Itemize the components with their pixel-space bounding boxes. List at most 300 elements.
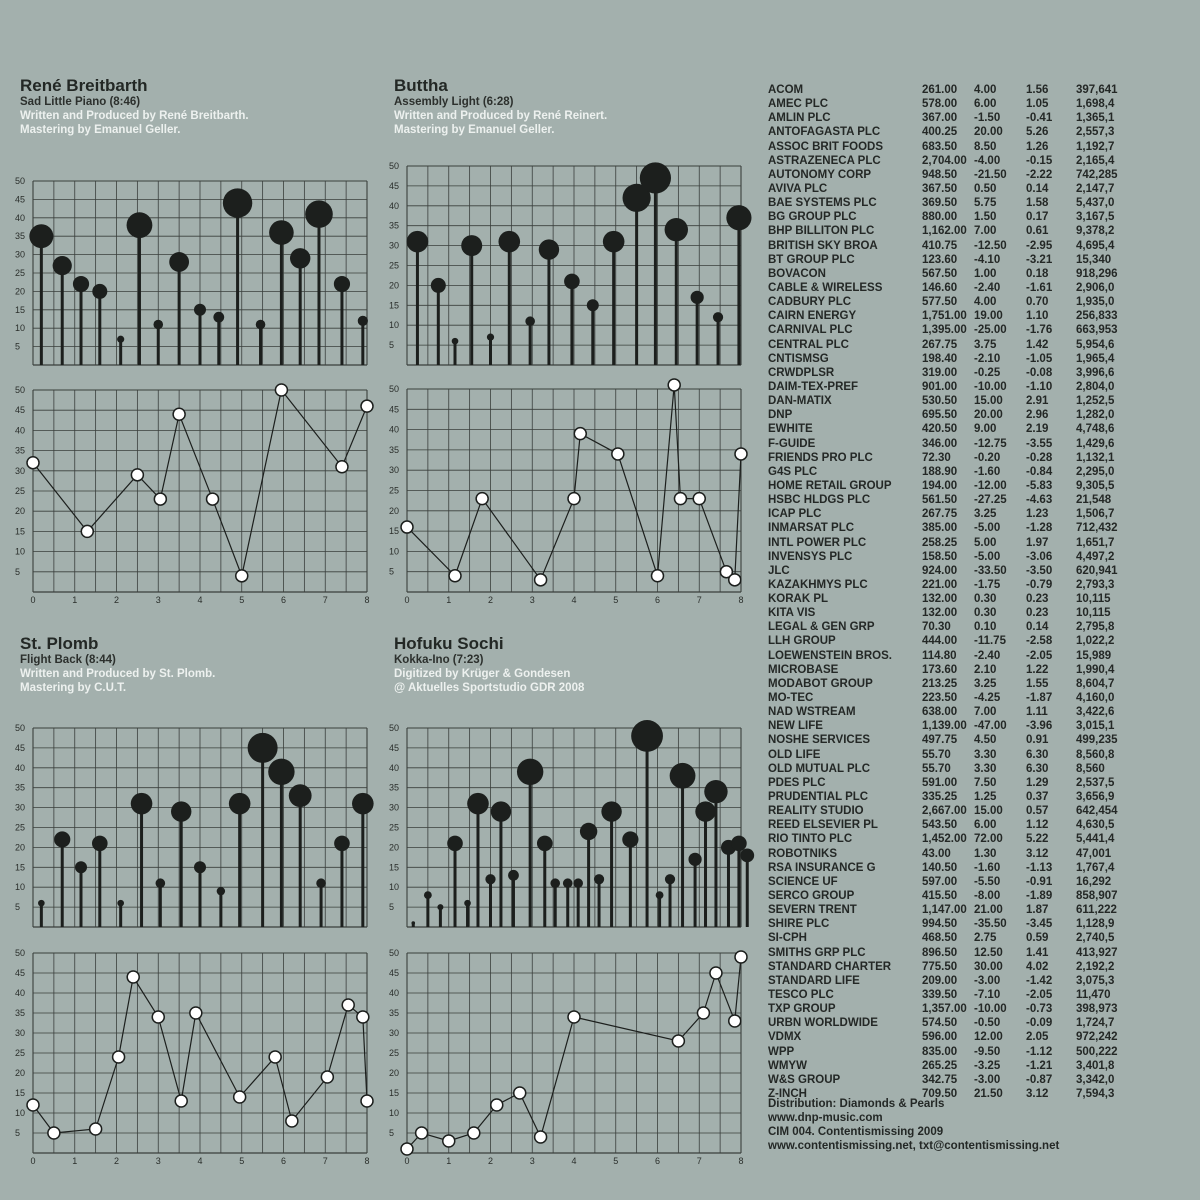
stock-row <box>768 804 1193 818</box>
stock-price: 261.00 <box>922 84 958 96</box>
stock-percent: 1.26 <box>1026 140 1049 153</box>
stock-percent: 1.10 <box>1026 310 1049 323</box>
stock-name: ASTRAZENECA PLC <box>768 154 881 167</box>
y-tick-label: 40 <box>15 762 26 773</box>
data-point <box>535 574 547 586</box>
data-point <box>443 1135 455 1147</box>
lollipop-head <box>53 256 72 275</box>
lollipop-head <box>525 316 535 326</box>
y-tick-label: 15 <box>389 300 400 311</box>
stock-row <box>768 479 1193 493</box>
stock-price: 367.00 <box>922 112 958 125</box>
x-tick-label: 7 <box>322 595 328 605</box>
stock-percent: -1.61 <box>1026 281 1053 294</box>
stock-name: REED ELSEVIER PL <box>768 819 878 832</box>
y-tick-label: 45 <box>15 194 26 205</box>
stock-price: 444.00 <box>922 635 958 648</box>
lollipop-head <box>550 878 560 888</box>
y-tick-label: 20 <box>15 1068 26 1078</box>
stock-row <box>768 267 1193 281</box>
y-tick-label: 10 <box>389 546 400 557</box>
data-point <box>652 570 664 582</box>
y-tick-label: 15 <box>15 526 26 537</box>
lollipop-head <box>670 763 696 789</box>
stock-price: 695.50 <box>922 409 958 422</box>
x-tick-label: 8 <box>364 595 370 605</box>
stock-name: DAN-MATIX <box>768 395 832 408</box>
lollipop-head <box>713 312 723 322</box>
lollipop-head <box>437 904 443 910</box>
stock-percent: 5.22 <box>1026 833 1049 846</box>
stock-name: INMARSAT PLC <box>768 522 855 535</box>
stock-row <box>768 847 1193 861</box>
stock-price: 265.25 <box>922 1059 958 1072</box>
stock-change: -47.00 <box>974 720 1007 733</box>
stock-percent: 1.58 <box>1026 197 1049 210</box>
x-tick-label: 6 <box>280 1156 287 1166</box>
y-tick-label: 15 <box>389 862 400 873</box>
stock-change: -1.60 <box>974 465 1001 478</box>
y-tick-label: 20 <box>389 280 400 291</box>
x-tick-label: 7 <box>322 1156 328 1166</box>
stock-name: STANDARD LIFE <box>768 974 860 987</box>
stock-row <box>768 1073 1193 1087</box>
stock-row <box>768 366 1193 380</box>
stock-row <box>768 352 1193 366</box>
data-point <box>90 1123 102 1135</box>
stock-price: 597.00 <box>922 875 958 888</box>
data-point <box>514 1087 526 1099</box>
lollipop-head <box>194 861 206 873</box>
data-point <box>154 493 166 505</box>
stock-name: KITA VIS <box>768 607 816 620</box>
stock-change: 3.25 <box>974 677 997 690</box>
stock-row <box>768 762 1193 776</box>
stock-price: 339.50 <box>922 989 958 1001</box>
lollipop-head <box>539 239 559 259</box>
stock-percent: 1.22 <box>1026 663 1049 676</box>
lollipop-head <box>447 836 463 852</box>
stock-name: BHP BILLITON PLC <box>768 225 875 238</box>
stock-price: 948.50 <box>922 168 958 181</box>
stock-row <box>768 507 1193 521</box>
stock-percent: 1.55 <box>1026 677 1049 690</box>
y-tick-label: 15 <box>15 862 26 873</box>
y-tick-label: 5 <box>389 340 395 351</box>
track-credit: Digitized by Krüger & Gondesen <box>394 668 571 680</box>
stock-row <box>768 832 1193 846</box>
lollipop-head <box>334 276 350 292</box>
y-tick-label: 25 <box>389 1048 400 1058</box>
stock-volume: 8,560,8 <box>1076 748 1115 761</box>
stock-row <box>768 889 1193 903</box>
stock-row <box>768 210 1193 224</box>
stock-row <box>768 974 1193 988</box>
lollipop-head <box>316 878 326 888</box>
stock-change: 72.00 <box>974 833 1003 846</box>
x-tick-label: 3 <box>155 595 161 605</box>
y-tick-label: 5 <box>15 341 21 352</box>
footer-contact: www.contentismissing.net, txt@contentismissing.net <box>768 1140 1060 1152</box>
stock-percent: 0.23 <box>1026 593 1049 606</box>
stock-row <box>768 253 1193 267</box>
stock-percent: 0.91 <box>1026 734 1049 747</box>
stock-price: 140.50 <box>922 861 958 874</box>
stock-name: Z-INCH <box>768 1087 807 1100</box>
stock-percent: -1.28 <box>1026 522 1053 535</box>
data-point <box>236 570 248 582</box>
stock-volume: 1,724,7 <box>1076 1017 1115 1030</box>
stock-volume: 4,497,2 <box>1076 550 1115 563</box>
stock-change: -21.50 <box>974 168 1007 181</box>
lollipop-head <box>153 320 163 330</box>
stock-row <box>768 1030 1193 1044</box>
y-tick-label: 35 <box>15 445 26 456</box>
stock-volume: 1,935,0 <box>1076 296 1115 309</box>
stock-percent: -3.96 <box>1026 720 1053 733</box>
stock-price: 591.00 <box>922 776 958 789</box>
y-tick-label: 5 <box>15 566 21 577</box>
data-point <box>131 469 143 481</box>
stock-name: BG GROUP PLC <box>768 211 857 224</box>
y-tick-label: 35 <box>15 782 26 793</box>
stock-change: 20.00 <box>974 126 1003 139</box>
y-tick-label: 50 <box>15 948 26 958</box>
lollipop-head <box>213 312 224 323</box>
stock-price: 400.25 <box>922 126 958 139</box>
lollipop-head <box>289 784 312 807</box>
stock-change: -12.75 <box>974 437 1007 450</box>
data-point <box>491 1099 503 1111</box>
stock-volume: 3,422,6 <box>1076 706 1115 719</box>
stock-change: -11.75 <box>974 635 1006 648</box>
stock-name: CNTISMSG <box>768 352 829 365</box>
stock-change: 3.75 <box>974 338 997 351</box>
y-tick-label: 10 <box>15 1108 26 1118</box>
x-tick-label: 4 <box>197 1156 203 1166</box>
stock-change: -25.00 <box>974 324 1007 337</box>
stock-price: 55.70 <box>922 762 951 775</box>
stock-name: HSBC HLDGS PLC <box>768 494 871 507</box>
stock-volume: 1,132,1 <box>1076 451 1115 464</box>
stock-volume: 3,015,1 <box>1076 720 1115 733</box>
data-point <box>275 384 287 396</box>
data-point <box>449 570 461 582</box>
stock-row <box>768 748 1193 762</box>
stock-name: URBN WORLDWIDE <box>768 1017 878 1030</box>
stock-row <box>768 224 1193 238</box>
stock-name: AMLIN PLC <box>768 112 831 125</box>
stock-name: LEGAL & GEN GRP <box>768 621 875 634</box>
stock-price: 55.70 <box>922 748 951 761</box>
data-point <box>361 1095 373 1107</box>
stock-row <box>768 493 1193 507</box>
stock-row <box>768 861 1193 875</box>
data-point <box>113 1051 125 1063</box>
stock-volume: 2,192,2 <box>1076 960 1115 973</box>
stock-row <box>768 634 1193 648</box>
stock-row <box>768 663 1193 677</box>
stock-volume: 3,996,6 <box>1076 366 1115 379</box>
lollipop-head <box>358 316 368 326</box>
y-tick-label: 25 <box>389 822 400 833</box>
x-tick-label: 7 <box>696 595 702 605</box>
stock-name: MO-TEC <box>768 692 814 705</box>
stock-percent: 3.12 <box>1026 1087 1049 1100</box>
stock-name: CADBURY PLC <box>768 296 852 309</box>
stock-percent: -1.05 <box>1026 352 1053 365</box>
lollipop-head <box>217 887 225 895</box>
stock-row <box>768 323 1193 337</box>
stock-percent: -3.45 <box>1026 918 1053 931</box>
track-artist: Hofuku Sochi <box>394 634 504 653</box>
stock-name: NEW LIFE <box>768 720 823 733</box>
stock-percent: -2.22 <box>1026 168 1053 181</box>
x-tick-label: 0 <box>30 595 36 605</box>
stock-price: 223.50 <box>922 692 958 705</box>
stock-percent: -3.55 <box>1026 437 1053 450</box>
stock-row <box>768 733 1193 747</box>
stock-change: 1.00 <box>974 267 997 280</box>
stock-percent: -1.13 <box>1026 861 1053 874</box>
stock-percent: -0.28 <box>1026 451 1053 464</box>
stock-percent: 0.59 <box>1026 932 1049 945</box>
stock-volume: 5,954,6 <box>1076 338 1115 351</box>
data-point <box>401 521 413 533</box>
stock-price: 638.00 <box>922 706 958 719</box>
y-tick-label: 20 <box>389 505 400 516</box>
lollipop-head <box>117 336 124 343</box>
stock-price: 335.25 <box>922 791 958 804</box>
stock-volume: 256,833 <box>1076 310 1118 323</box>
stock-volume: 2,906,0 <box>1076 281 1115 294</box>
y-tick-label: 30 <box>15 1028 26 1038</box>
stock-price: 1,162.00 <box>922 225 967 238</box>
stock-name: NAD WSTREAM <box>768 706 856 719</box>
stock-change: 5.00 <box>974 536 997 549</box>
lollipop-head <box>424 891 432 899</box>
stock-volume: 1,651,7 <box>1076 536 1115 549</box>
y-tick-label: 30 <box>389 1028 400 1038</box>
y-tick-label: 30 <box>15 465 26 476</box>
stock-name: CAIRN ENERGY <box>768 310 857 323</box>
data-point <box>674 493 686 505</box>
y-tick-label: 45 <box>389 180 400 191</box>
stock-name: BAE SYSTEMS PLC <box>768 197 877 210</box>
x-tick-label: 7 <box>696 1156 702 1166</box>
stock-name: PDES PLC <box>768 776 826 789</box>
stock-name: SERCO GROUP <box>768 890 855 903</box>
lollipop-head <box>731 836 747 852</box>
stock-row <box>768 649 1193 663</box>
stock-name: REALITY STUDIO <box>768 805 864 818</box>
data-point <box>672 1035 684 1047</box>
stock-price: 577.50 <box>922 296 958 309</box>
stock-change: 4.00 <box>974 296 997 309</box>
track-title: Assembly Light (6:28) <box>394 96 514 108</box>
stock-percent: -5.83 <box>1026 479 1053 492</box>
data-point <box>27 1099 39 1111</box>
y-tick-label: 15 <box>389 1088 400 1098</box>
data-point <box>535 1131 547 1143</box>
y-tick-label: 40 <box>389 200 400 211</box>
data-point <box>710 967 722 979</box>
data-point <box>735 448 747 460</box>
lollipop-head <box>517 759 543 785</box>
x-tick-label: 5 <box>239 595 245 605</box>
x-tick-label: 2 <box>113 1156 120 1166</box>
x-tick-label: 6 <box>654 595 661 605</box>
stock-volume: 16,292 <box>1076 875 1112 888</box>
y-tick-label: 50 <box>389 723 400 733</box>
stock-volume: 500,222 <box>1076 1045 1118 1058</box>
stock-change: -3.25 <box>974 1059 1001 1072</box>
y-tick-label: 25 <box>15 268 26 278</box>
y-tick-label: 20 <box>15 842 26 853</box>
data-point <box>668 379 680 391</box>
stock-price: 342.75 <box>922 1073 958 1086</box>
stock-percent: 5.26 <box>1026 126 1049 139</box>
y-tick-label: 30 <box>389 465 400 476</box>
data-point <box>468 1127 480 1139</box>
lollipop-head <box>92 836 108 852</box>
lollipop-head <box>268 759 294 785</box>
footer-catalog: CIM 004. Contentismissing 2009 <box>768 1126 944 1138</box>
stock-percent: -3.50 <box>1026 564 1053 577</box>
stock-change: 2.10 <box>974 663 997 676</box>
stock-volume: 1,965,4 <box>1076 352 1115 365</box>
stock-price: 1,139.00 <box>922 720 967 733</box>
stock-change: 4.50 <box>974 734 997 747</box>
stock-volume: 10,115 <box>1076 607 1111 620</box>
stock-volume: 2,793,3 <box>1076 578 1115 591</box>
stock-name: WPP <box>768 1045 795 1058</box>
stock-volume: 3,167,5 <box>1076 211 1115 224</box>
data-point <box>697 1007 709 1019</box>
stock-percent: 1.11 <box>1026 706 1048 719</box>
lollipop-head <box>665 218 688 241</box>
stock-row <box>768 1045 1193 1059</box>
y-tick-label: 5 <box>15 1128 21 1138</box>
x-tick-label: 4 <box>571 595 577 605</box>
stock-name: SMITHS GRP PLC <box>768 946 866 959</box>
stock-change: -1.75 <box>974 578 1001 591</box>
stock-row <box>768 451 1193 465</box>
stock-percent: -2.95 <box>1026 239 1053 252</box>
stock-change: -27.25 <box>974 494 1007 507</box>
stock-row <box>768 776 1193 790</box>
stock-percent: 0.61 <box>1026 225 1049 238</box>
stock-change: -1.50 <box>974 112 1001 125</box>
lollipop-head <box>467 793 489 815</box>
stock-volume: 4,695,4 <box>1076 239 1115 252</box>
lollipop-head <box>656 891 664 899</box>
data-point <box>234 1091 246 1103</box>
lollipop-head <box>580 823 597 840</box>
data-point <box>127 971 139 983</box>
x-tick-label: 5 <box>613 1156 619 1166</box>
lollipop-head <box>564 274 580 290</box>
lollipop-head <box>563 878 573 888</box>
lollipop-head <box>269 220 294 245</box>
stock-percent: -0.15 <box>1026 154 1053 167</box>
stock-price: 2,667.00 <box>922 805 967 818</box>
stock-name: SCIENCE UF <box>768 875 838 888</box>
stock-percent: 1.12 <box>1026 819 1049 832</box>
x-tick-label: 8 <box>738 1156 744 1166</box>
stock-row <box>768 818 1193 832</box>
lollipop-head <box>691 291 704 304</box>
stock-change: -4.10 <box>974 253 1001 266</box>
data-point <box>321 1071 333 1083</box>
stock-name: F-GUIDE <box>768 437 816 450</box>
y-tick-label: 50 <box>15 176 26 186</box>
stock-change: 3.30 <box>974 762 997 775</box>
y-tick-label: 35 <box>389 1008 400 1018</box>
y-tick-label: 30 <box>15 802 26 813</box>
data-point <box>476 493 488 505</box>
stock-price: 415.50 <box>922 890 958 903</box>
track-credit: Mastering by Emanuel Geller. <box>394 124 555 136</box>
stock-change: -12.00 <box>974 479 1007 492</box>
stock-change: -10.00 <box>974 1003 1007 1016</box>
stock-row <box>768 620 1193 634</box>
y-tick-label: 35 <box>389 444 400 455</box>
y-tick-label: 25 <box>389 260 400 271</box>
stock-name: AMEC PLC <box>768 98 829 111</box>
lollipop-head <box>411 921 415 925</box>
stock-price: 1,452.00 <box>922 833 967 846</box>
stock-row <box>768 592 1193 606</box>
stock-change: 3.30 <box>974 748 997 761</box>
stock-row <box>768 606 1193 620</box>
stock-change: 5.75 <box>974 197 997 210</box>
y-tick-label: 15 <box>15 304 26 315</box>
stock-name: BT GROUP PLC <box>768 253 855 266</box>
x-tick-label: 0 <box>404 1156 410 1166</box>
x-tick-label: 0 <box>30 1156 36 1166</box>
stock-volume: 1,022,2 <box>1076 635 1115 648</box>
stock-volume: 9,378,2 <box>1076 225 1115 238</box>
lollipop-head <box>229 793 251 815</box>
stock-row <box>768 1002 1193 1016</box>
footer-website: www.dnp-music.com <box>768 1112 883 1124</box>
stock-percent: -1.12 <box>1026 1045 1053 1058</box>
stock-volume: 4,160,0 <box>1076 692 1115 705</box>
stock-price: 543.50 <box>922 819 958 832</box>
stock-volume: 2,165,4 <box>1076 154 1115 167</box>
stock-volume: 8,604,7 <box>1076 677 1115 690</box>
x-tick-label: 3 <box>529 595 535 605</box>
y-tick-label: 40 <box>15 425 26 436</box>
data-point <box>207 493 219 505</box>
data-point <box>336 461 348 473</box>
track-header-1 <box>20 76 380 137</box>
data-point <box>568 493 580 505</box>
stock-price: 158.50 <box>922 550 958 563</box>
y-tick-label: 35 <box>15 1008 26 1018</box>
lollipop-head <box>290 248 310 268</box>
lollipop-head <box>117 900 124 907</box>
stock-name: LOEWENSTEIN BROS. <box>768 649 892 662</box>
stock-percent: -2.05 <box>1026 989 1053 1001</box>
stock-price: 578.00 <box>922 98 958 111</box>
stock-percent: -1.87 <box>1026 692 1053 705</box>
track-title: Sad Little Piano (8:46) <box>20 96 141 108</box>
stock-percent: -1.21 <box>1026 1059 1053 1072</box>
stock-volume: 1,282,0 <box>1076 409 1115 422</box>
stock-volume: 3,656,9 <box>1076 791 1115 804</box>
